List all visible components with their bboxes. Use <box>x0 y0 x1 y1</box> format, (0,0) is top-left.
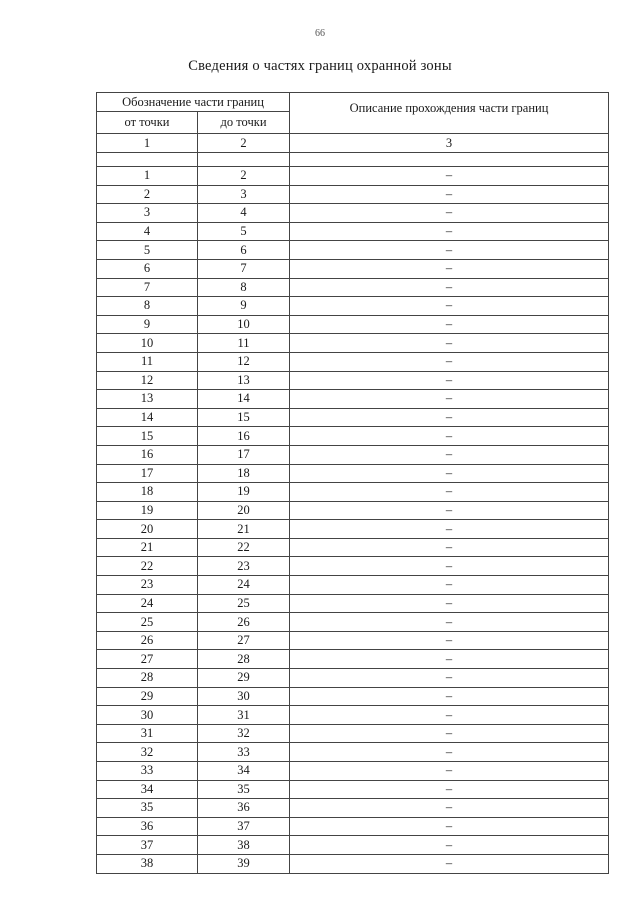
to-point-cell: 10 <box>198 315 290 334</box>
from-point-cell: 13 <box>97 390 198 409</box>
column-number-3: 3 <box>290 134 609 153</box>
header-boundary-designation: Обозначение части границ <box>97 93 290 112</box>
description-cell: – <box>290 520 609 539</box>
table-row <box>97 464 609 483</box>
from-point-cell: 37 <box>97 836 198 855</box>
description-cell: – <box>290 780 609 799</box>
header-from-point: от точки <box>97 112 198 134</box>
description-cell: – <box>290 222 609 241</box>
from-point-cell: 14 <box>97 408 198 427</box>
from-point-cell: 33 <box>97 762 198 781</box>
table-row <box>97 669 609 688</box>
description-cell: – <box>290 817 609 836</box>
to-point-cell: 11 <box>198 334 290 353</box>
to-point-cell: 13 <box>198 371 290 390</box>
spacer-cell <box>290 153 609 167</box>
table-row <box>97 854 609 873</box>
to-point-cell: 8 <box>198 278 290 297</box>
table-row <box>97 315 609 334</box>
to-point-cell: 37 <box>198 817 290 836</box>
from-point-cell: 1 <box>97 167 198 186</box>
table-row <box>97 278 609 297</box>
description-cell: – <box>290 259 609 278</box>
from-point-cell: 7 <box>97 278 198 297</box>
from-point-cell: 21 <box>97 538 198 557</box>
to-point-cell: 16 <box>198 427 290 446</box>
to-point-cell: 38 <box>198 836 290 855</box>
to-point-cell: 23 <box>198 557 290 576</box>
from-point-cell: 16 <box>97 445 198 464</box>
description-cell: – <box>290 315 609 334</box>
description-cell: – <box>290 427 609 446</box>
table-row <box>97 724 609 743</box>
description-cell: – <box>290 743 609 762</box>
table-row <box>97 817 609 836</box>
table-row <box>97 538 609 557</box>
table-row <box>97 297 609 316</box>
from-point-cell: 36 <box>97 817 198 836</box>
boundary-parts-table <box>96 92 609 874</box>
table-row <box>97 613 609 632</box>
description-cell: – <box>290 799 609 818</box>
to-point-cell: 33 <box>198 743 290 762</box>
from-point-cell: 22 <box>97 557 198 576</box>
table-row <box>97 706 609 725</box>
to-point-cell: 14 <box>198 390 290 409</box>
to-point-cell: 29 <box>198 669 290 688</box>
from-point-cell: 9 <box>97 315 198 334</box>
to-point-cell: 27 <box>198 631 290 650</box>
table-row <box>97 780 609 799</box>
description-cell: – <box>290 762 609 781</box>
to-point-cell: 24 <box>198 576 290 595</box>
description-cell: – <box>290 631 609 650</box>
column-number-2: 2 <box>198 134 290 153</box>
table-row <box>97 687 609 706</box>
from-point-cell: 3 <box>97 204 198 223</box>
to-point-cell: 6 <box>198 241 290 260</box>
to-point-cell: 2 <box>198 167 290 186</box>
to-point-cell: 25 <box>198 594 290 613</box>
table-row <box>97 408 609 427</box>
spacer-cell <box>97 153 198 167</box>
table-row <box>97 334 609 353</box>
description-cell: – <box>290 854 609 873</box>
description-cell: – <box>290 278 609 297</box>
description-cell: – <box>290 501 609 520</box>
from-point-cell: 4 <box>97 222 198 241</box>
to-point-cell: 3 <box>198 185 290 204</box>
to-point-cell: 22 <box>198 538 290 557</box>
from-point-cell: 17 <box>97 464 198 483</box>
table-row <box>97 799 609 818</box>
description-cell: – <box>290 390 609 409</box>
table-row <box>97 520 609 539</box>
description-cell: – <box>290 241 609 260</box>
table-row <box>97 501 609 520</box>
to-point-cell: 15 <box>198 408 290 427</box>
table-row <box>97 390 609 409</box>
table-row <box>97 576 609 595</box>
description-cell: – <box>290 557 609 576</box>
to-point-cell: 19 <box>198 483 290 502</box>
table-row <box>97 557 609 576</box>
description-cell: – <box>290 836 609 855</box>
page-number: 66 <box>315 28 325 39</box>
to-point-cell: 35 <box>198 780 290 799</box>
from-point-cell: 32 <box>97 743 198 762</box>
to-point-cell: 18 <box>198 464 290 483</box>
from-point-cell: 15 <box>97 427 198 446</box>
description-cell: – <box>290 669 609 688</box>
description-cell: – <box>290 204 609 223</box>
table-row <box>97 836 609 855</box>
from-point-cell: 28 <box>97 669 198 688</box>
table-row <box>97 204 609 223</box>
from-point-cell: 34 <box>97 780 198 799</box>
to-point-cell: 12 <box>198 352 290 371</box>
to-point-cell: 31 <box>198 706 290 725</box>
to-point-cell: 17 <box>198 445 290 464</box>
table-row <box>97 371 609 390</box>
from-point-cell: 6 <box>97 259 198 278</box>
page-title: Сведения о частях границ охранной зоны <box>188 58 452 74</box>
from-point-cell: 23 <box>97 576 198 595</box>
description-cell: – <box>290 464 609 483</box>
description-cell: – <box>290 576 609 595</box>
description-cell: – <box>290 706 609 725</box>
from-point-cell: 8 <box>97 297 198 316</box>
from-point-cell: 38 <box>97 854 198 873</box>
table-row <box>97 743 609 762</box>
table-row <box>97 352 609 371</box>
description-cell: – <box>290 650 609 669</box>
to-point-cell: 39 <box>198 854 290 873</box>
table-row <box>97 650 609 669</box>
description-cell: – <box>290 538 609 557</box>
to-point-cell: 7 <box>198 259 290 278</box>
description-cell: – <box>290 167 609 186</box>
from-point-cell: 31 <box>97 724 198 743</box>
from-point-cell: 2 <box>97 185 198 204</box>
description-cell: – <box>290 352 609 371</box>
description-cell: – <box>290 408 609 427</box>
table-row <box>97 259 609 278</box>
to-point-cell: 28 <box>198 650 290 669</box>
description-cell: – <box>290 185 609 204</box>
to-point-cell: 20 <box>198 501 290 520</box>
description-cell: – <box>290 297 609 316</box>
to-point-cell: 30 <box>198 687 290 706</box>
description-cell: – <box>290 371 609 390</box>
table-row <box>97 241 609 260</box>
from-point-cell: 18 <box>97 483 198 502</box>
description-cell: – <box>290 334 609 353</box>
description-cell: – <box>290 687 609 706</box>
from-point-cell: 24 <box>97 594 198 613</box>
from-point-cell: 5 <box>97 241 198 260</box>
header-description: Описание прохождения части границ <box>290 93 609 134</box>
description-cell: – <box>290 445 609 464</box>
column-number-1: 1 <box>97 134 198 153</box>
description-cell: – <box>290 724 609 743</box>
table-row <box>97 483 609 502</box>
to-point-cell: 34 <box>198 762 290 781</box>
from-point-cell: 25 <box>97 613 198 632</box>
from-point-cell: 10 <box>97 334 198 353</box>
table-row <box>97 445 609 464</box>
from-point-cell: 30 <box>97 706 198 725</box>
to-point-cell: 21 <box>198 520 290 539</box>
from-point-cell: 12 <box>97 371 198 390</box>
table-row <box>97 185 609 204</box>
description-cell: – <box>290 483 609 502</box>
from-point-cell: 19 <box>97 501 198 520</box>
to-point-cell: 26 <box>198 613 290 632</box>
table-row <box>97 167 609 186</box>
from-point-cell: 29 <box>97 687 198 706</box>
from-point-cell: 20 <box>97 520 198 539</box>
spacer-cell <box>198 153 290 167</box>
from-point-cell: 11 <box>97 352 198 371</box>
table-row <box>97 762 609 781</box>
table-row <box>97 631 609 650</box>
description-cell: – <box>290 613 609 632</box>
to-point-cell: 5 <box>198 222 290 241</box>
table-row <box>97 427 609 446</box>
from-point-cell: 27 <box>97 650 198 669</box>
to-point-cell: 4 <box>198 204 290 223</box>
table-row <box>97 594 609 613</box>
to-point-cell: 9 <box>198 297 290 316</box>
description-cell: – <box>290 594 609 613</box>
to-point-cell: 32 <box>198 724 290 743</box>
table-row <box>97 222 609 241</box>
to-point-cell: 36 <box>198 799 290 818</box>
table-body <box>97 167 609 874</box>
spacer-row <box>97 153 609 167</box>
from-point-cell: 35 <box>97 799 198 818</box>
header-to-point: до точки <box>198 112 290 134</box>
from-point-cell: 26 <box>97 631 198 650</box>
